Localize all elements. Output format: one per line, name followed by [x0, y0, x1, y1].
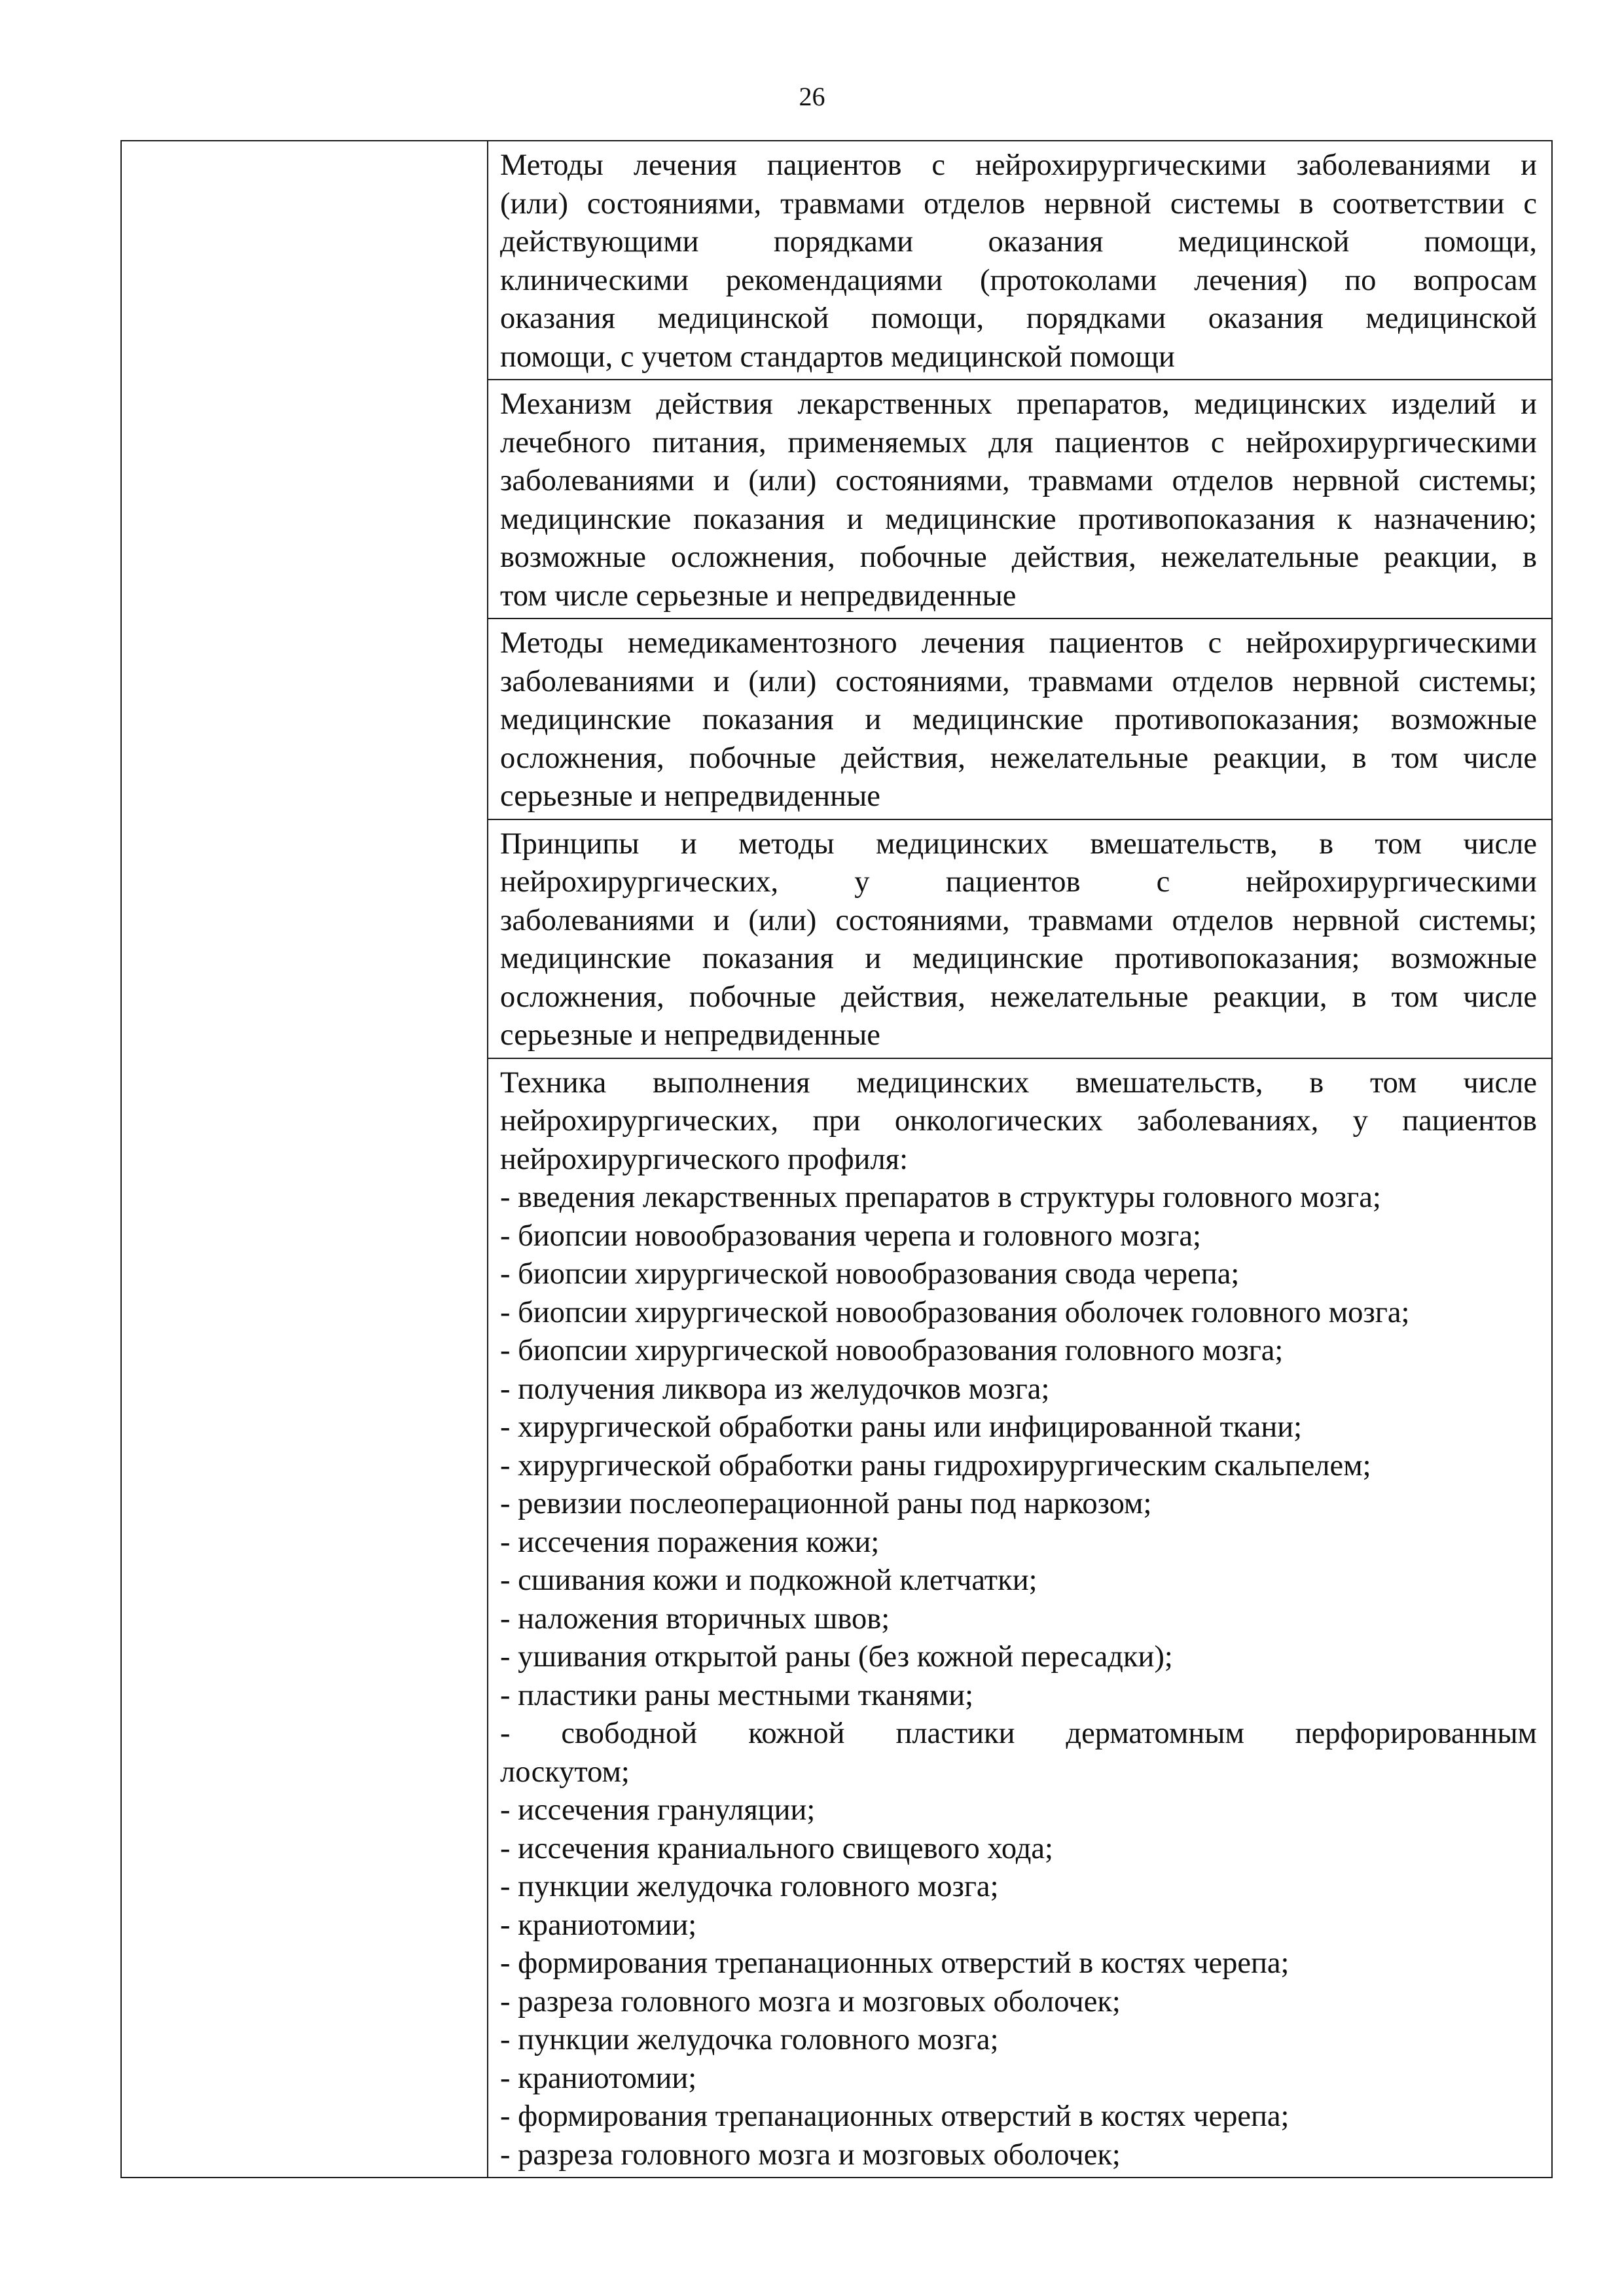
list-item: - пункции желудочка головного мозга; — [500, 1870, 999, 1903]
list-item: - наложения вторичных швов; — [500, 1602, 890, 1636]
list-item: - разреза головного мозга и мозговых оболочек; — [500, 2138, 1121, 2172]
list-item: - сшивания кожи и подкожной клетчатки; — [500, 1564, 1038, 1597]
text-line: Принципы и методы медицинских вмешательств, в том числе — [500, 827, 1537, 861]
requirement-cell — [488, 819, 1552, 1058]
text-line: том числе серьезные и непредвиденные — [500, 579, 1017, 613]
text-line: Техника выполнения медицинских вмешательств, в том числе — [500, 1066, 1537, 1100]
list-item: - получения ликвора из желудочков мозга; — [500, 1372, 1050, 1406]
text-line: осложнения, побочные действия, нежелательные реакции, в том числе — [500, 741, 1537, 775]
text-line: (или) состояниями, травмами отделов нервной системы в соответствии с — [500, 187, 1537, 221]
text-line: Механизм действия лекарственных препаратов, медицинских изделий и — [500, 387, 1537, 421]
text-line: действующими порядками оказания медицинской помощи, — [500, 225, 1537, 259]
requirement-cell — [488, 1058, 1552, 2178]
list-item: - пункции желудочка головного мозга; — [500, 2023, 999, 2056]
procedure-list — [500, 1179, 1537, 2174]
text-line: оказания медицинской помощи, порядками оказания медицинской — [500, 302, 1537, 335]
text-line: осложнения, побочные действия, нежелательные реакции, в том числе — [500, 980, 1537, 1014]
list-item: - введения лекарственных препаратов в структуры головного мозга; — [500, 1181, 1381, 1214]
requirement-cell — [488, 141, 1552, 380]
text-line: возможные осложнения, побочные действия, нежелательные реакции, в — [500, 541, 1537, 574]
text-line: серьезные и непредвиденные — [500, 780, 880, 813]
text-line: заболеваниями и (или) состояниями, травмами отделов нервной системы; — [500, 903, 1537, 937]
list-item: - формирования трепанационных отверстий в костях черепа; — [500, 1946, 1290, 1980]
list-item-continuation: лоскутом; — [500, 1755, 630, 1789]
list-item: - иссечения краниального свищевого хода; — [500, 1831, 1053, 1865]
text-line: заболеваниями и (или) состояниями, травмами отделов нервной системы; — [500, 664, 1537, 698]
list-item: - формирования трепанационных отверстий в костях черепа; — [500, 2100, 1290, 2133]
list-item: - разреза головного мозга и мозговых оболочек; — [500, 1984, 1121, 2018]
list-item: - хирургической обработки раны гидрохирургическим скальпелем; — [500, 1448, 1371, 1482]
text-line: медицинские показания и медицинские противопоказания; возможные — [500, 703, 1537, 736]
list-item: - иссечения грануляции; — [500, 1793, 816, 1827]
table-row — [121, 141, 1552, 380]
text-line: медицинские показания и медицинские противопоказания; возможные — [500, 942, 1537, 975]
list-item: - ревизии послеоперационной раны под наркозом; — [500, 1487, 1152, 1520]
requirements-table — [120, 140, 1553, 2178]
text-line: лечебного питания, применяемых для пациентов с нейрохирургическими — [500, 425, 1537, 459]
list-item: - ушивания открытой раны (без кожной пересадки); — [500, 1640, 1173, 1674]
list-item: - биопсии хирургической новообразования свода черепа; — [500, 1257, 1240, 1291]
text-line: клиническими рекомендациями (протоколами лечения) по вопросам — [500, 263, 1537, 297]
text-line: помощи, с учетом стандартов медицинской помощи — [500, 340, 1175, 374]
text-line: заболеваниями и (или) состояниями, травмами отделов нервной системы; — [500, 464, 1537, 497]
list-item: - хирургической обработки раны или инфицированной ткани; — [500, 1410, 1303, 1444]
list-item: - биопсии хирургической новообразования оболочек головного мозга; — [500, 1295, 1410, 1329]
text-line: нейрохирургических, при онкологических заболеваниях, у пациентов — [500, 1104, 1537, 1138]
list-item: - свободной кожной пластики дерматомным перфорированным — [500, 1717, 1537, 1750]
page-number: 26 — [799, 82, 825, 111]
text-line: нейрохирургического профиля: — [500, 1142, 908, 1176]
list-item: - пластики раны местными тканями; — [500, 1678, 974, 1712]
left-column-cell — [121, 141, 488, 2178]
text-line: Методы немедикаментозного лечения пациентов с нейрохирургическими — [500, 626, 1537, 660]
list-item: - краниотомии; — [500, 2061, 697, 2095]
requirement-cell — [488, 380, 1552, 619]
list-item: - иссечения поражения кожи; — [500, 1525, 880, 1559]
list-item: - краниотомии; — [500, 1908, 697, 1942]
list-item: - биопсии хирургической новообразования головного мозга; — [500, 1334, 1284, 1367]
text-line: нейрохирургических, у пациентов с нейрохирургическими — [500, 865, 1537, 899]
text-line: Методы лечения пациентов с нейрохирургическими заболеваниями и — [500, 149, 1537, 182]
requirement-cell — [488, 619, 1552, 819]
text-line: медицинские показания и медицинские противопоказания к назначению; — [500, 502, 1537, 536]
text-line: серьезные и непредвиденные — [500, 1018, 880, 1052]
list-item: - биопсии новообразования черепа и головного мозга; — [500, 1219, 1201, 1253]
